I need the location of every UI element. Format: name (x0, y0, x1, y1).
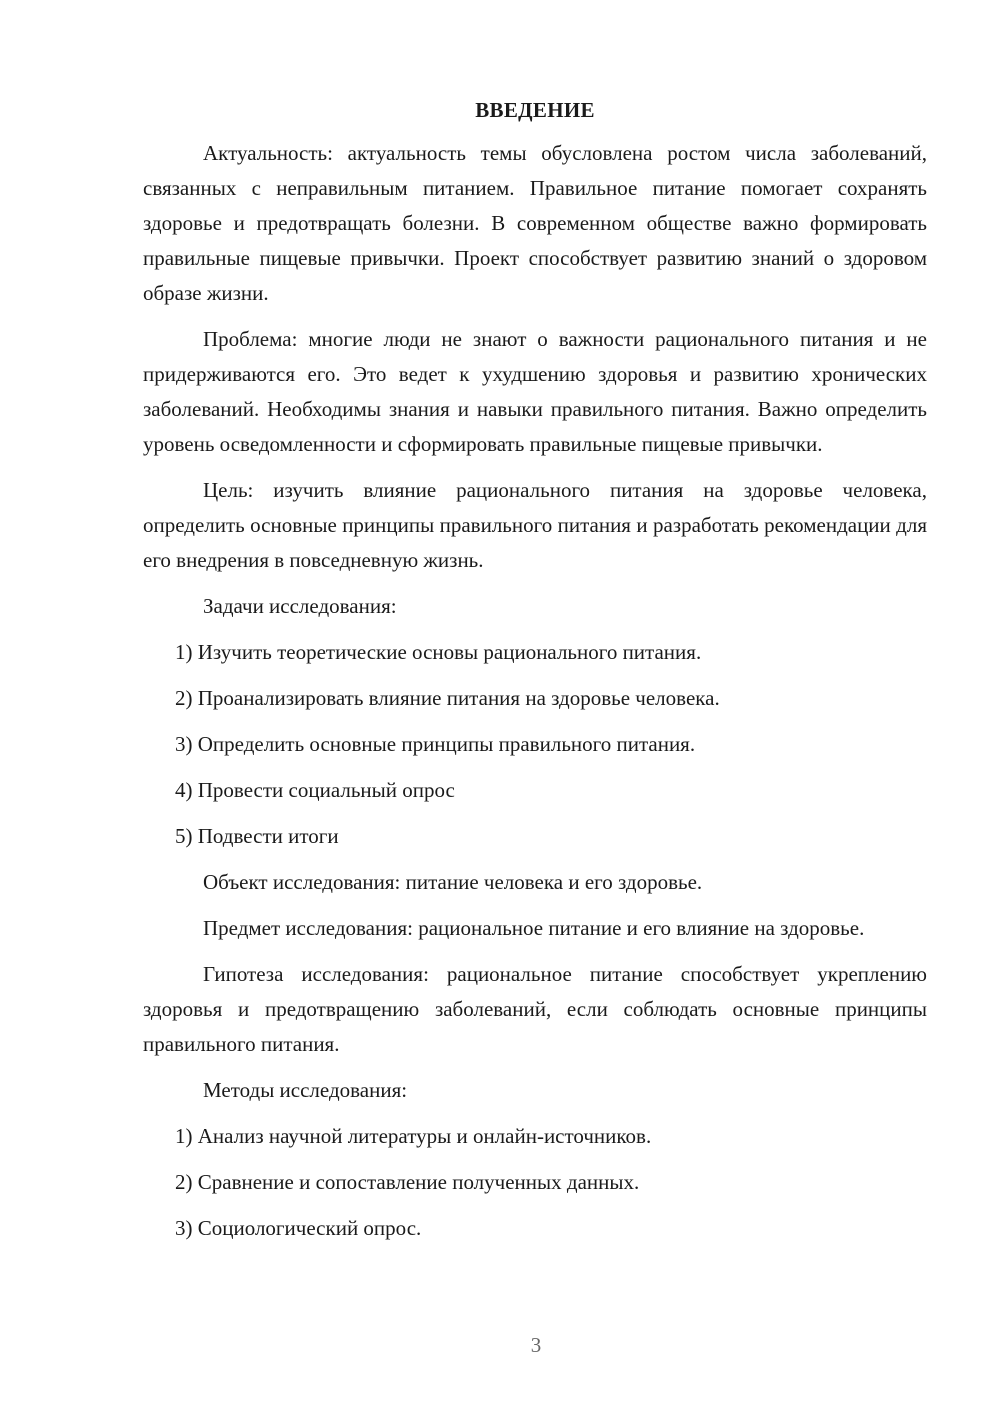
method-item: 1) Анализ научной литературы и онлайн-источников. (175, 1124, 652, 1148)
page-number: 3 (530, 1333, 542, 1357)
tasks-heading: Задачи исследования: (203, 594, 397, 618)
methods-heading: Методы исследования: (203, 1078, 408, 1102)
goal-paragraph: Цель: изучить влияние рационального питания на здоровье человека, определить основные принципы правильного питания и разработать рекомендации для его внедрения в повседневную жизнь. (143, 478, 927, 572)
subject-paragraph: Предмет исследования: рациональное питание и его влияние на здоровье. (203, 916, 865, 940)
method-item: 3) Социологический опрос. (175, 1216, 422, 1240)
object-line: Объект исследования: питание человека и его здоровье. (203, 870, 703, 894)
task-item: 4) Провести социальный опрос (175, 778, 455, 802)
relevance-paragraph: Актуальность: актуальность темы обусловлена ростом числа заболеваний, связанных с неправильным питанием. Правильное питание помогает сохранять здоровье и предотвращать болезни. В современном обществе важно формировать правильные пищевые привычки. Проект способствует развитию знаний о здоровом образе жизни. (143, 141, 927, 305)
document-page (143, 96, 927, 1257)
task-item: 5) Подвести итоги (175, 824, 339, 848)
task-item: 1) Изучить теоретические основы рационального питания. (175, 640, 702, 664)
page-title: ВВЕДЕНИЕ (475, 98, 595, 122)
problem-paragraph: Проблема: многие люди не знают о важности рационального питания и не придерживаются его. Это ведет к ухудшению здоровья и развитию хронических заболеваний. Необходимы знания и навыки правильного питания. Важно определить уровень осведомленности и сформировать правильные пищевые привычки. (143, 327, 927, 456)
method-item: 2) Сравнение и сопоставление полученных данных. (175, 1170, 640, 1194)
hypothesis-paragraph: Гипотеза исследования: рациональное питание способствует укреплению здоровья и предотвращению заболеваний, если соблюдать основные принципы правильного питания. (143, 962, 927, 1056)
task-item: 3) Определить основные принципы правильного питания. (175, 732, 696, 756)
task-item: 2) Проанализировать влияние питания на здоровье человека. (175, 686, 720, 710)
